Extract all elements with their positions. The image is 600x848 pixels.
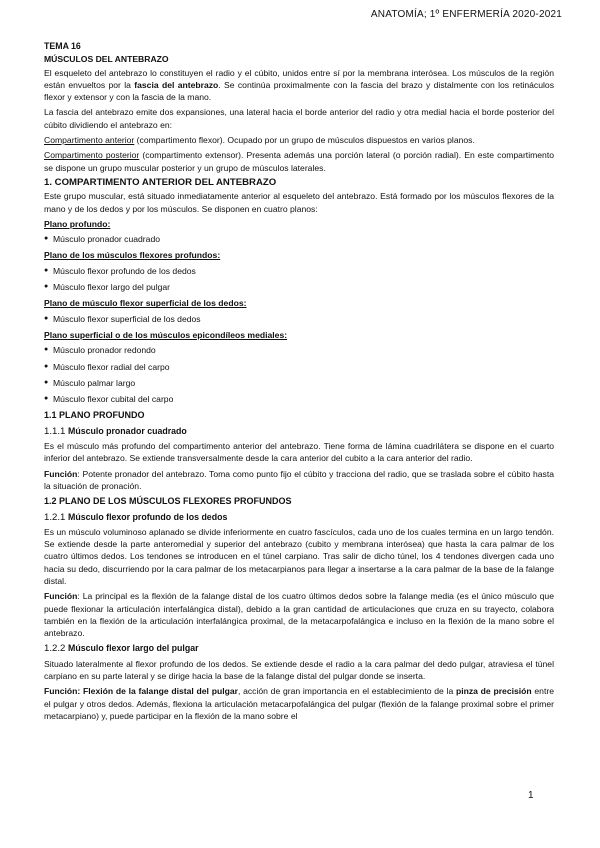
posterior-compartment-paragraph: Compartimento posterior (compartimento extensor). Presenta además una porción lateral (o porción radial). En este compartimento se dispone un grupo muscular posterior y un grupo de músculos laterales. — [44, 150, 554, 173]
section-1-2-2-heading: 1.2.2 Músculo flexor largo del pulgar — [44, 643, 199, 655]
list-item: ● Músculo flexor profundo de los dedos — [44, 265, 554, 277]
section-1-2-heading: 1.2 PLANO DE LOS MÚSCULOS FLEXORES PROFUNDOS — [44, 496, 292, 507]
list-item: ● Músculo flexor cubital del carpo — [44, 393, 554, 405]
list-item: ● Músculo palmar largo — [44, 377, 554, 389]
plane-title: Plano superficial o de los músculos epicondíleos mediales: — [44, 329, 288, 340]
section-1-text: Este grupo muscular, está situado inmediatamente anterior al esqueleto del antebrazo. Está formado por los músculos flexores de la mano y de los dedos y por los músculos. Se disponen en cuatro planos: — [44, 191, 554, 214]
plane-list — [44, 233, 554, 245]
anterior-compartment-paragraph: Compartimento anterior (compartimento flexor). Ocupado por un grupo de músculos dispuestos en varios planos. — [44, 135, 475, 146]
list-item: ● Músculo flexor superficial de los dedos — [44, 313, 554, 325]
list-item: ● Músculo flexor radial del carpo — [44, 361, 554, 373]
flexor-profundo-function: Función: La principal es la flexión de la falange distal de los cuatro últimos dedos sobre la falange media (es el único músculo que puede flexionar la articulación interfalángica distal), debido a la gran cantidad de articulaciones que cruza en su trayecto, colabora también en la flexión de la articulación interfalángica proximal, de la metacarpofalángica e incluso en la flexión de la mano sobre el antebrazo. — [44, 591, 554, 639]
intro-paragraph-2: La fascia del antebrazo emite dos expansiones, una lateral hacia el borde anterior del radio y otra medial hacia el borde posterior del cúbito dividiendo el antebrazo en: — [44, 107, 554, 130]
topic-number: TEMA 16 — [44, 41, 81, 51]
page-number: 1 — [528, 790, 534, 801]
flexor-largo-pulgar-text: Situado lateralmente al flexor profundo de los dedos. Se extiende desde el radio a la cara palmar del dedo pulgar, atraviesa el túnel carpiano en su parte lateral y se dirige hacia la base de la falange distal del pulgar donde se inserta. — [44, 658, 554, 682]
flexor-largo-pulgar-function: Función: Flexión de la falange distal del pulgar, acción de gran importancia en el establecimiento de la pinza de precisión entre el pulgar y otros dedos. Además, flexiona la articulación metacarpofalángica del pulgar (flexión de la falange proximal sobre el primer metacarpiano) y, puede participar en la flexión de la mano sobre el — [44, 686, 554, 721]
list-item: ● Músculo pronador cuadrado — [44, 233, 554, 245]
list-item: ● Músculo flexor largo del pulgar — [44, 281, 554, 293]
plane-title: Plano profundo: — [44, 218, 111, 229]
section-1-heading: 1. COMPARTIMENTO ANTERIOR DEL ANTEBRAZO — [44, 176, 277, 188]
intro-paragraph-1: El esqueleto del antebrazo lo constituyen el radio y el cúbito, unidos entre sí por la membrana interósea. Los músculos de la región están envueltos por la fascia del antebrazo. Se continúa proximalmente con la fascia del brazo y distalmente con los retináculos flexor y extensor y con la fascia de la mano. — [44, 67, 554, 103]
section-1-1-heading: 1.1 PLANO PROFUNDO — [44, 410, 145, 421]
plane-list — [44, 313, 554, 325]
page-title: MÚSCULOS DEL ANTEBRAZO — [44, 54, 169, 65]
pronador-cuadrado-text: Es el músculo más profundo del compartimento anterior del antebrazo. Tiene forma de lámina cuadrilátera se dispone en el cuarto inferior del antebrazo. Se extiende transversalmente desde la cara anterior del cubito a la cara anterior del radio. — [44, 441, 554, 464]
running-header: ANATOMÍA; 1º ENFERMERÍA 2020-2021 — [370, 9, 562, 20]
plane-list — [44, 265, 554, 294]
page-content — [44, 40, 554, 725]
section-1-2-1-heading: 1.2.1 Músculo flexor profundo de los dedos — [44, 511, 228, 523]
plane-title: Plano de los músculos flexores profundos: — [44, 250, 221, 261]
flexor-profundo-text: Es un músculo voluminoso aplanado se divide inferiormente en cuatro fascículos, cada uno de los cuales termina en un largo tendón. Se extiende desde la parte anteromedial y superior del antebrazo (cubito y membrana interósea) que hasta la cara palmar de los cuatro últimos dedos. Los tendones se introducen en el túnel carpiano. Tras salir de dicho túnel, los 4 tendones divergen cada uno hacia su dedo, discurriendo por la cara palmar de los metacarpianos para llegar a insertarse a la cara palmar de la base de la falange distal. — [44, 526, 554, 586]
list-item: ● Músculo pronador redondo — [44, 344, 554, 356]
section-1-1-1-heading: 1.1.1 Músculo pronador cuadrado — [44, 425, 187, 437]
plane-list — [44, 344, 554, 405]
pronador-cuadrado-function: Función: Potente pronador del antebrazo. Toma como punto fijo el cúbito y tracciona del radio, que se traslada sobre el cúbito hasta la situación de pronación. — [44, 468, 554, 491]
plane-title: Plano de músculo flexor superficial de los dedos: — [44, 298, 247, 309]
